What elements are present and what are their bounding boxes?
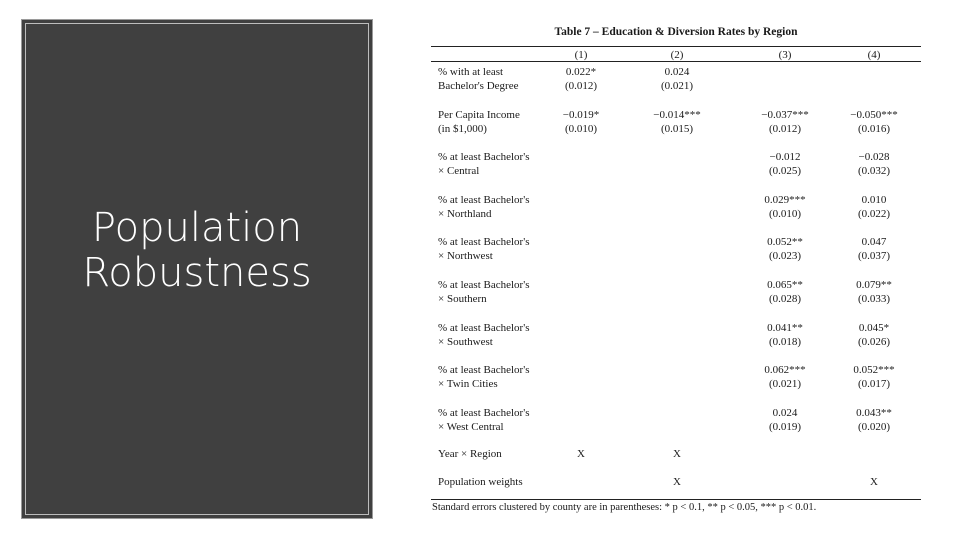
coefficient-cell: −0.019* xyxy=(562,108,600,121)
table-bottom-rule xyxy=(431,499,921,500)
std-error-cell: (0.012) xyxy=(768,122,802,135)
std-error-cell: (0.017) xyxy=(857,378,891,391)
slide-title-line-2: Robustness xyxy=(82,250,312,296)
fixed-effect-mark: X xyxy=(673,476,681,488)
coefficient-cell: 0.052*** xyxy=(853,364,895,377)
coefficient-cell: 0.024 xyxy=(664,66,690,78)
row-label-line-1: % at least Bachelor's xyxy=(438,151,530,164)
title-panel xyxy=(21,19,373,519)
row-label-line-1: % at least Bachelor's xyxy=(438,236,530,249)
coefficient-cell: 0.047 xyxy=(861,236,887,249)
table-header-rule xyxy=(431,61,921,62)
coefficient-cell: 0.062*** xyxy=(764,364,806,377)
std-error-cell: (0.015) xyxy=(660,122,694,135)
coefficient-cell: −0.028 xyxy=(858,151,890,164)
std-error-cell: (0.012) xyxy=(564,80,598,92)
row-label-line-2: (in $1,000) xyxy=(438,122,487,135)
coefficient-cell: −0.012 xyxy=(769,151,801,164)
row-label-line-1: % at least Bachelor's xyxy=(438,279,530,291)
row-label-line-1: % at least Bachelor's xyxy=(438,364,530,377)
std-error-cell: (0.022) xyxy=(857,207,891,220)
row-label-line-1: % at least Bachelor's xyxy=(438,406,530,419)
row-label-line-2: × Twin Cities xyxy=(438,378,498,391)
std-error-cell: (0.028) xyxy=(768,293,802,305)
table-footnote: Standard errors clustered by county are in parentheses: * p < 0.1, ** p < 0.05, *** p < 0.01. xyxy=(432,502,817,513)
std-error-cell: (0.021) xyxy=(660,80,694,92)
std-error-cell: (0.010) xyxy=(564,122,598,135)
fixed-effect-label: Year × Region xyxy=(438,448,502,460)
std-error-cell: (0.025) xyxy=(768,165,802,178)
regression-table xyxy=(428,22,924,522)
coefficient-cell: 0.043** xyxy=(856,406,892,419)
coefficient-cell: −0.050*** xyxy=(850,108,898,121)
coefficient-cell: 0.022* xyxy=(565,66,597,78)
std-error-cell: (0.026) xyxy=(857,335,891,348)
coefficient-cell: 0.052** xyxy=(767,236,803,249)
std-error-cell: (0.023) xyxy=(768,250,802,263)
std-error-cell: (0.033) xyxy=(857,293,891,305)
coefficient-cell: 0.045* xyxy=(858,321,890,334)
column-header-3: (3) xyxy=(778,49,792,61)
slide-title-line-1: Population xyxy=(91,205,303,251)
table-top-rule xyxy=(431,46,921,47)
std-error-cell: (0.018) xyxy=(768,335,802,348)
row-label-line-2: × Northland xyxy=(438,207,492,220)
row-label-line-1: Per Capita Income xyxy=(438,108,520,121)
row-label-line-2: × West Central xyxy=(438,420,504,433)
std-error-cell: (0.020) xyxy=(857,420,891,433)
row-label-line-2: × Northwest xyxy=(438,250,493,263)
coefficient-cell: 0.010 xyxy=(861,193,887,206)
std-error-cell: (0.032) xyxy=(857,165,891,178)
column-header-4: (4) xyxy=(867,49,881,61)
row-label-line-2: × Southwest xyxy=(438,335,493,348)
std-error-cell: (0.010) xyxy=(768,207,802,220)
std-error-cell: (0.019) xyxy=(768,420,802,433)
row-label-line-2: Bachelor's Degree xyxy=(438,80,519,92)
coefficient-cell: 0.041** xyxy=(767,321,803,334)
row-label-line-1: % at least Bachelor's xyxy=(438,321,530,334)
coefficient-cell: 0.024 xyxy=(772,406,798,419)
column-header-2: (2) xyxy=(670,49,684,61)
coefficient-cell: −0.014*** xyxy=(653,108,701,121)
fixed-effect-mark: X xyxy=(577,448,585,460)
table-title: Table 7 – Education & Diversion Rates by Region xyxy=(554,26,798,38)
column-header-1: (1) xyxy=(574,49,588,61)
coefficient-cell: 0.029*** xyxy=(764,193,806,206)
row-label-line-2: × Central xyxy=(438,165,480,178)
coefficient-cell: 0.065** xyxy=(767,279,803,291)
slide-title xyxy=(22,206,372,296)
coefficient-cell: −0.037*** xyxy=(761,108,809,121)
row-label-line-1: % with at least xyxy=(438,66,504,78)
row-label-line-2: × Southern xyxy=(438,293,487,305)
std-error-cell: (0.037) xyxy=(857,250,891,263)
fixed-effect-mark: X xyxy=(673,448,681,460)
row-label-line-1: % at least Bachelor's xyxy=(438,193,530,206)
coefficient-cell: 0.079** xyxy=(856,279,892,291)
fixed-effect-mark: X xyxy=(870,476,878,488)
fixed-effect-label: Population weights xyxy=(438,476,523,488)
std-error-cell: (0.021) xyxy=(768,378,802,391)
std-error-cell: (0.016) xyxy=(857,122,891,135)
